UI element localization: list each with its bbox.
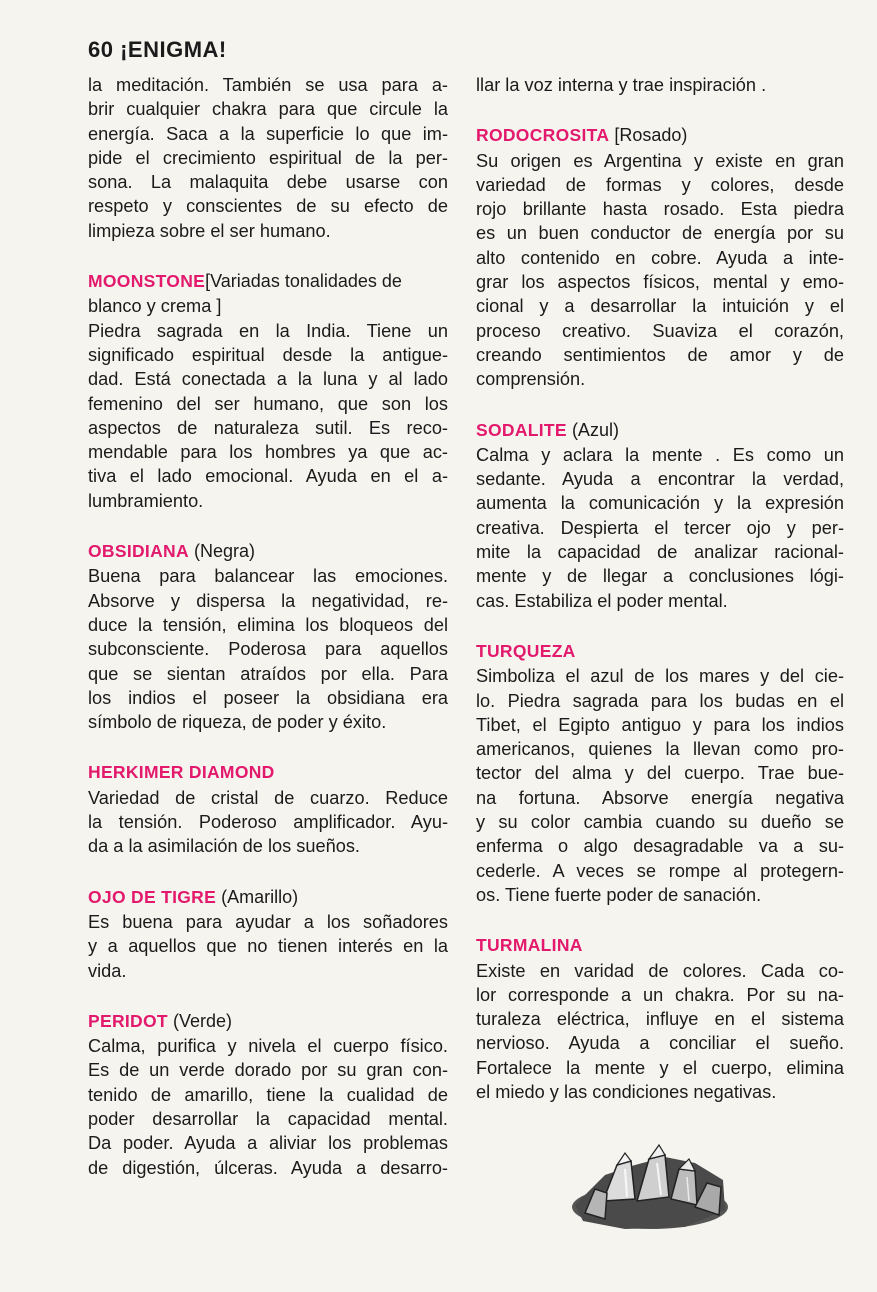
text-line: femenino del ser humano, que son los (88, 393, 448, 414)
text-line: cional y a desarrollar la intuición y el (476, 296, 844, 317)
text-line: Es de un verde dorado por su gran con- (88, 1060, 448, 1081)
text-line: comprensión. (476, 369, 586, 390)
text-line: la tensión. Poderoso amplificador. Ayu- (88, 812, 448, 833)
text-line: de digestión, úlceras. Ayuda a desarro- (88, 1157, 448, 1178)
text-line: la meditación. También se usa para a- (88, 75, 448, 95)
stone-heading: OBSIDIANA (88, 541, 189, 562)
text-line: enferma o algo desagradable va a su- (476, 836, 844, 857)
stone-heading: TURQUEZA (476, 640, 576, 661)
text-line: sedante. Ayuda a encontrar la verdad, (476, 469, 844, 490)
text-line: americanos, quienes la llevan como pro- (476, 739, 844, 760)
intro-paragraph (88, 73, 448, 243)
text-line: grar los aspectos físicos, mental y emo- (476, 272, 844, 293)
text-line: Simboliza el azul de los mares y del cie- (476, 666, 844, 687)
text-line: subconsciente. Poderosa para aquellos (88, 639, 448, 660)
stone-heading: PERIDOT (88, 1010, 168, 1031)
text-line: que se sientan atraídos por ella. Para (88, 663, 448, 684)
text-line: Absorve y dispersa la negatividad, re- (88, 590, 448, 611)
text-line: lo. Piedra sagrada para los budas en el (476, 690, 844, 711)
text-line: tector del alma y del cuerpo. Trae bue- (476, 763, 844, 784)
text-line: tenido de amarillo, tiene la cualidad de (88, 1084, 448, 1105)
text-line: lor corresponde a un chakra. Por su na- (476, 984, 844, 1005)
text-line: pide el crecimiento espiritual de la per- (88, 147, 448, 168)
text-line: y su color cambia cuando su dueño se (476, 812, 844, 833)
text-line: dad. Está conectada a la luna y al lado (88, 369, 448, 390)
text-line: alto contenido en cobre. Ayuda a inte- (476, 247, 844, 268)
text-line: brir cualquier chakra para que circule la (88, 99, 448, 120)
text-line: nervioso. Ayuda a conciliar el sueño. (476, 1033, 844, 1054)
text-line: Variedad de cristal de cuarzo. Reduce (88, 787, 448, 808)
continued-paragraph (476, 73, 844, 97)
text-line: duce la tensión, elimina los bloqueos del (88, 614, 448, 635)
text-line: lumbramiento. (88, 490, 204, 511)
text-line: vida. (88, 960, 127, 981)
section-sodalite (476, 418, 844, 613)
text-line: Fortalece la mente y el cuerpo, elimina (476, 1057, 844, 1078)
stone-color-note: [Variadas tonalidades de (205, 271, 402, 292)
text-line: el miedo y las condiciones negativas. (476, 1081, 777, 1102)
section-turmalina (476, 933, 844, 1104)
section-obsidiana (88, 539, 448, 734)
section-ojo-de-tigre (88, 885, 448, 983)
text-line: respeto y conscientes de su efecto de (88, 196, 448, 217)
text-line: aspectos de naturaleza sutil. Es reco- (88, 417, 448, 438)
stone-heading: HERKIMER DIAMOND (88, 762, 275, 783)
text-line: turaleza eléctrica, influye en el sistema (476, 1009, 844, 1030)
stone-heading: OJO DE TIGRE (88, 886, 217, 907)
section-moonstone (88, 269, 448, 513)
text-line: Existe en varidad de colores. Cada co- (476, 960, 844, 981)
text-line: sona. La malaquita debe usarse con (88, 172, 448, 193)
text-line: energía. Saca a la superficie lo que im- (88, 123, 448, 144)
stone-color-note: (Amarillo) (221, 886, 299, 907)
text-line: Tibet, el Egipto antiguo y para los indios (476, 714, 844, 735)
text-line: mendable para los hombres ya que ac- (88, 442, 448, 463)
text-line: Es buena para ayudar a los soñadores (88, 911, 448, 932)
text-line: cederle. A veces se rompe al protegern- (476, 860, 844, 881)
section-rodocrosita (476, 123, 844, 391)
stone-heading: MOONSTONE (88, 271, 206, 292)
section-peridot (88, 1009, 448, 1180)
text-line: rojo brillante hasta rosado. Esta piedra (476, 199, 844, 220)
text-line: Calma y aclara la mente . Es como un (476, 444, 844, 465)
text-line: Buena para balancear las emociones. (88, 566, 448, 587)
text-line: cas. Estabiliza el poder mental. (476, 590, 728, 611)
text-line: tiva el lado emocional. Ayuda en el a- (88, 466, 448, 487)
stone-heading: TURMALINA (476, 935, 583, 956)
stone-color-note: (Azul) (571, 419, 619, 440)
text-line: variedad de formas y colores, desde (476, 174, 844, 195)
text-line: na fortuna. Absorve energía negativa (476, 787, 844, 808)
text-line: mente y de llegar a conclusiones lógi- (476, 566, 844, 587)
text-line: Calma, purifica y nivela el cuerpo físico. (88, 1036, 448, 1057)
text-line: os. Tiene fuerte poder de sanación. (476, 884, 762, 905)
text-line: y a aquellos que no tienen interés en la (88, 936, 448, 957)
text-line: da a la asimilación de los sueños. (88, 836, 360, 857)
section-herkimer-diamond (88, 760, 448, 858)
text-line: creando sentimientos de amor y de (476, 344, 844, 365)
text-line: Piedra sagrada en la India. Tiene un (88, 320, 448, 341)
text-line: poder desarrollar la capacidad mental. (88, 1108, 448, 1129)
text-line: blanco y crema ] (88, 296, 222, 317)
text-line: llar la voz interna y trae inspiración . (476, 75, 767, 95)
text-line: aumenta la comunicación y la expresión (476, 493, 844, 514)
stone-heading: RODOCROSITA (476, 125, 610, 146)
text-line: proceso creativo. Suaviza el corazón, (476, 320, 844, 341)
text-line: creativa. Despierta el tercer ojo y per- (476, 517, 844, 538)
text-line: Da poder. Ayuda a aliviar los problemas (88, 1133, 448, 1154)
stone-color-note: (Negra) (193, 541, 255, 562)
stone-heading: SODALITE (476, 419, 567, 440)
text-line: limpieza sobre el ser humano. (88, 220, 331, 241)
stone-color-note: (Verde) (172, 1010, 232, 1031)
text-line: es un buen conductor de energía por su (476, 223, 844, 244)
stone-color-note: [Rosado) (614, 125, 688, 146)
text-line: significado espiritual desde la antigue- (88, 344, 448, 365)
page-header: 60 ¡ENIGMA! (88, 37, 227, 62)
right-column (476, 73, 844, 1104)
text-line: los indios el poseer la obsidiana era (88, 687, 448, 708)
quartz-crystal-cluster-icon (565, 1135, 735, 1235)
text-line: Su origen es Argentina y existe en gran (476, 150, 844, 171)
left-column (88, 73, 448, 1180)
section-turqueza (476, 639, 844, 907)
text-line: símbolo de riqueza, de poder y éxito. (88, 712, 387, 733)
text-line: mite la capacidad de analizar racional- (476, 542, 844, 563)
